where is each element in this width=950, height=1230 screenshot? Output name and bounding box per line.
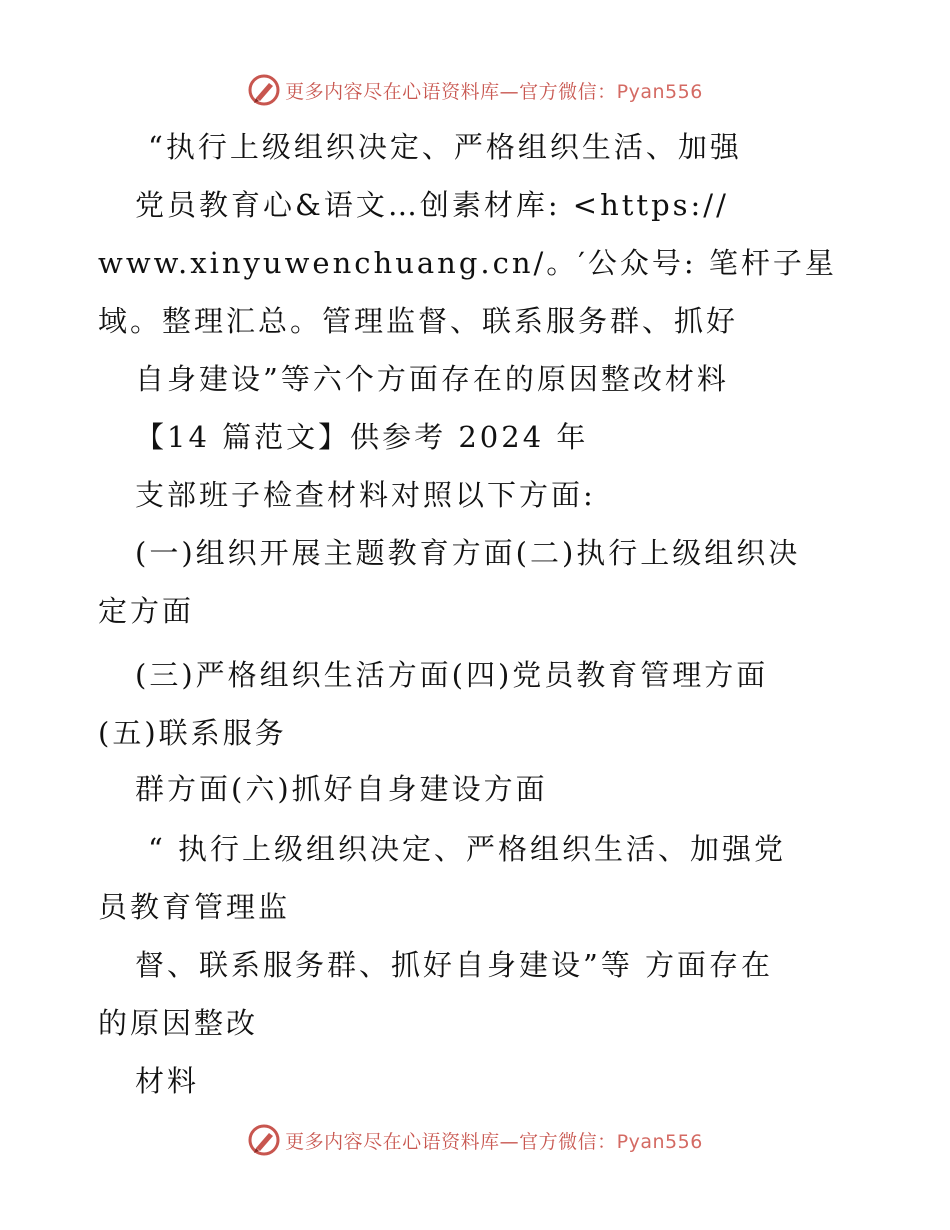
text-line-3: www.xinyuwenchuang.cn/。′公众号: 笔杆子星 xyxy=(98,246,837,280)
text-line-13: “ 执行上级组织决定、严格组织生活、加强党 xyxy=(148,832,787,866)
text-line-14: 员教育管理监 xyxy=(98,890,291,924)
text-line-9: 定方面 xyxy=(98,594,195,628)
pen-logo-icon xyxy=(247,73,281,107)
text-line-1: “执行上级组织决定、严格组织生活、加强 xyxy=(148,130,742,164)
text-line-15: 督、联系服务群、抓好自身建设”等 方面存在 xyxy=(135,948,774,982)
text-line-8: (一)组织开展主题教育方面(二)执行上级组织决 xyxy=(135,536,801,570)
watermark-text: 更多内容尽在心语资料库—官方微信：Pyan556 xyxy=(285,80,703,103)
text-line-2: 党员教育心&语文…创素材库: <https:// xyxy=(135,188,729,222)
text-line-17: 材料 xyxy=(135,1064,200,1098)
text-line-10: (三)严格组织生活方面(四)党员教育管理方面 xyxy=(135,658,769,692)
pen-logo-icon xyxy=(247,1123,281,1157)
text-line-5: 自身建设”等六个方面存在的原因整改材料 xyxy=(135,362,729,396)
text-line-16: 的原因整改 xyxy=(98,1006,259,1040)
footer-watermark xyxy=(0,1120,950,1160)
header-watermark xyxy=(0,70,950,110)
text-line-7: 支部班子检查材料对照以下方面: xyxy=(135,478,596,512)
text-line-4: 域。整理汇总。管理监督、联系服务群、抓好 xyxy=(98,304,739,338)
text-line-11: (五)联系服务 xyxy=(98,716,287,750)
text-line-6: 【14 篇范文】供参考 2024 年 xyxy=(135,420,589,454)
text-line-12: 群方面(六)抓好自身建设方面 xyxy=(135,772,548,806)
watermark-text: 更多内容尽在心语资料库—官方微信：Pyan556 xyxy=(285,1130,703,1153)
